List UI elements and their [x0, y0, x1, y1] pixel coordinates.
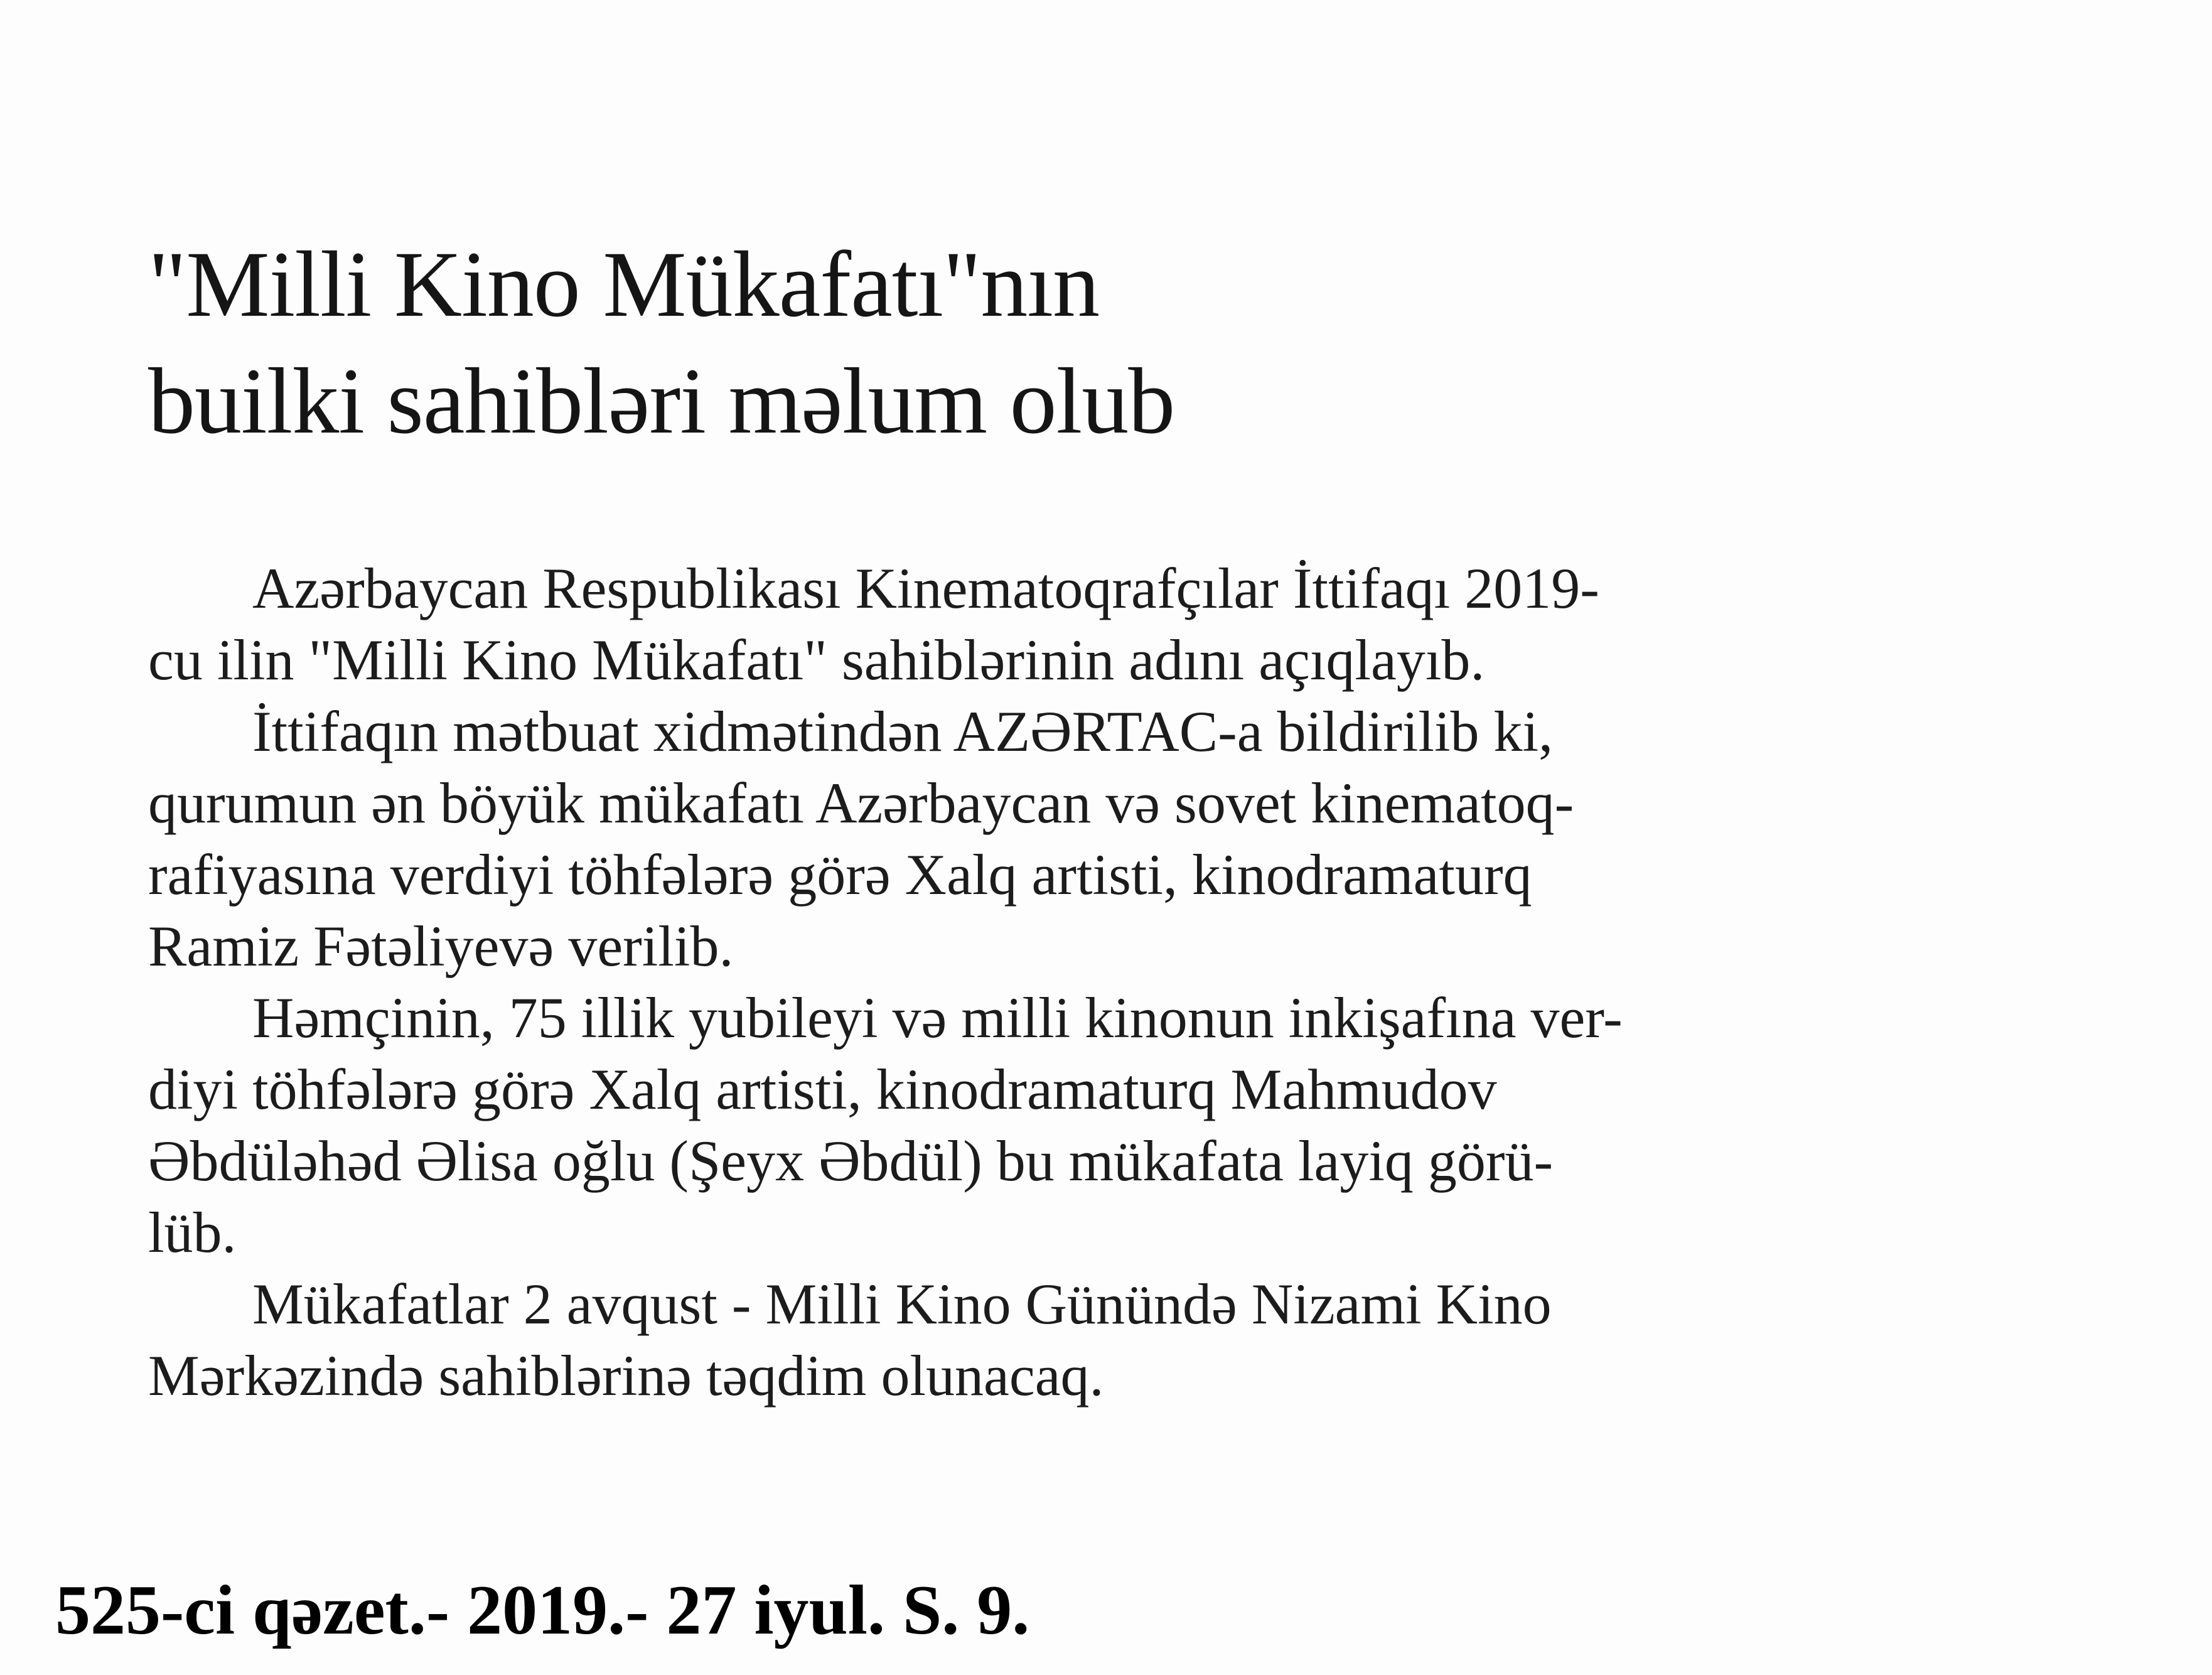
article-headline [148, 226, 1981, 460]
headline-line-2: builki sahibləri məlum olub [148, 349, 1175, 453]
article-body [148, 552, 1981, 1411]
paragraph-line: Həmçinin, 75 illik yubileyi və milli kinonun inkişafına ver- [252, 986, 1623, 1050]
paragraph-2 [148, 696, 1981, 982]
paragraph-line: Mükafatlar 2 avqust - Milli Kino Günündə Nizami Kino [252, 1272, 1552, 1336]
paragraph-line: cu ilin "Milli Kino Mükafatı" sahiblərinin adını açıqlayıb. [148, 628, 1485, 692]
paragraph-line: lüb. [148, 1200, 237, 1264]
paragraph-line: İttifaqın mətbuat xidmətindən AZƏRTAC-a bildirilib ki, [252, 699, 1554, 763]
paragraph-line: Mərkəzində sahiblərinə təqdim olunacaq. [148, 1344, 1104, 1408]
headline-line-1: "Milli Kino Mükafatı"nın [148, 232, 1100, 337]
paragraph-3 [148, 982, 1981, 1268]
paragraph-line: Azərbaycan Respublikası Kinematoqrafçılar İttifaqı 2019- [252, 556, 1599, 620]
paragraph-4 [148, 1268, 1981, 1411]
paragraph-line: qurumun ən böyük mükafatı Azərbaycan və sovet kinematoq- [148, 771, 1574, 835]
article [148, 226, 1981, 1411]
source-citation: 525-ci qəzet.- 2019.- 27 iyul. S. 9. [55, 1571, 1030, 1649]
paragraph-line: Əbdüləhəd Əlisa oğlu (Şeyx Əbdül) bu mükafata layiq görü- [148, 1129, 1554, 1193]
paragraph-line: diyi töhfələrə görə Xalq artisti, kinodramaturq Mahmudov [148, 1057, 1497, 1121]
paragraph-1 [148, 552, 1981, 696]
paragraph-line: rafiyasına verdiyi töhfələrə görə Xalq artisti, kinodramaturq [148, 843, 1532, 907]
paragraph-line: Ramiz Fətəliyevə verilib. [148, 914, 734, 978]
